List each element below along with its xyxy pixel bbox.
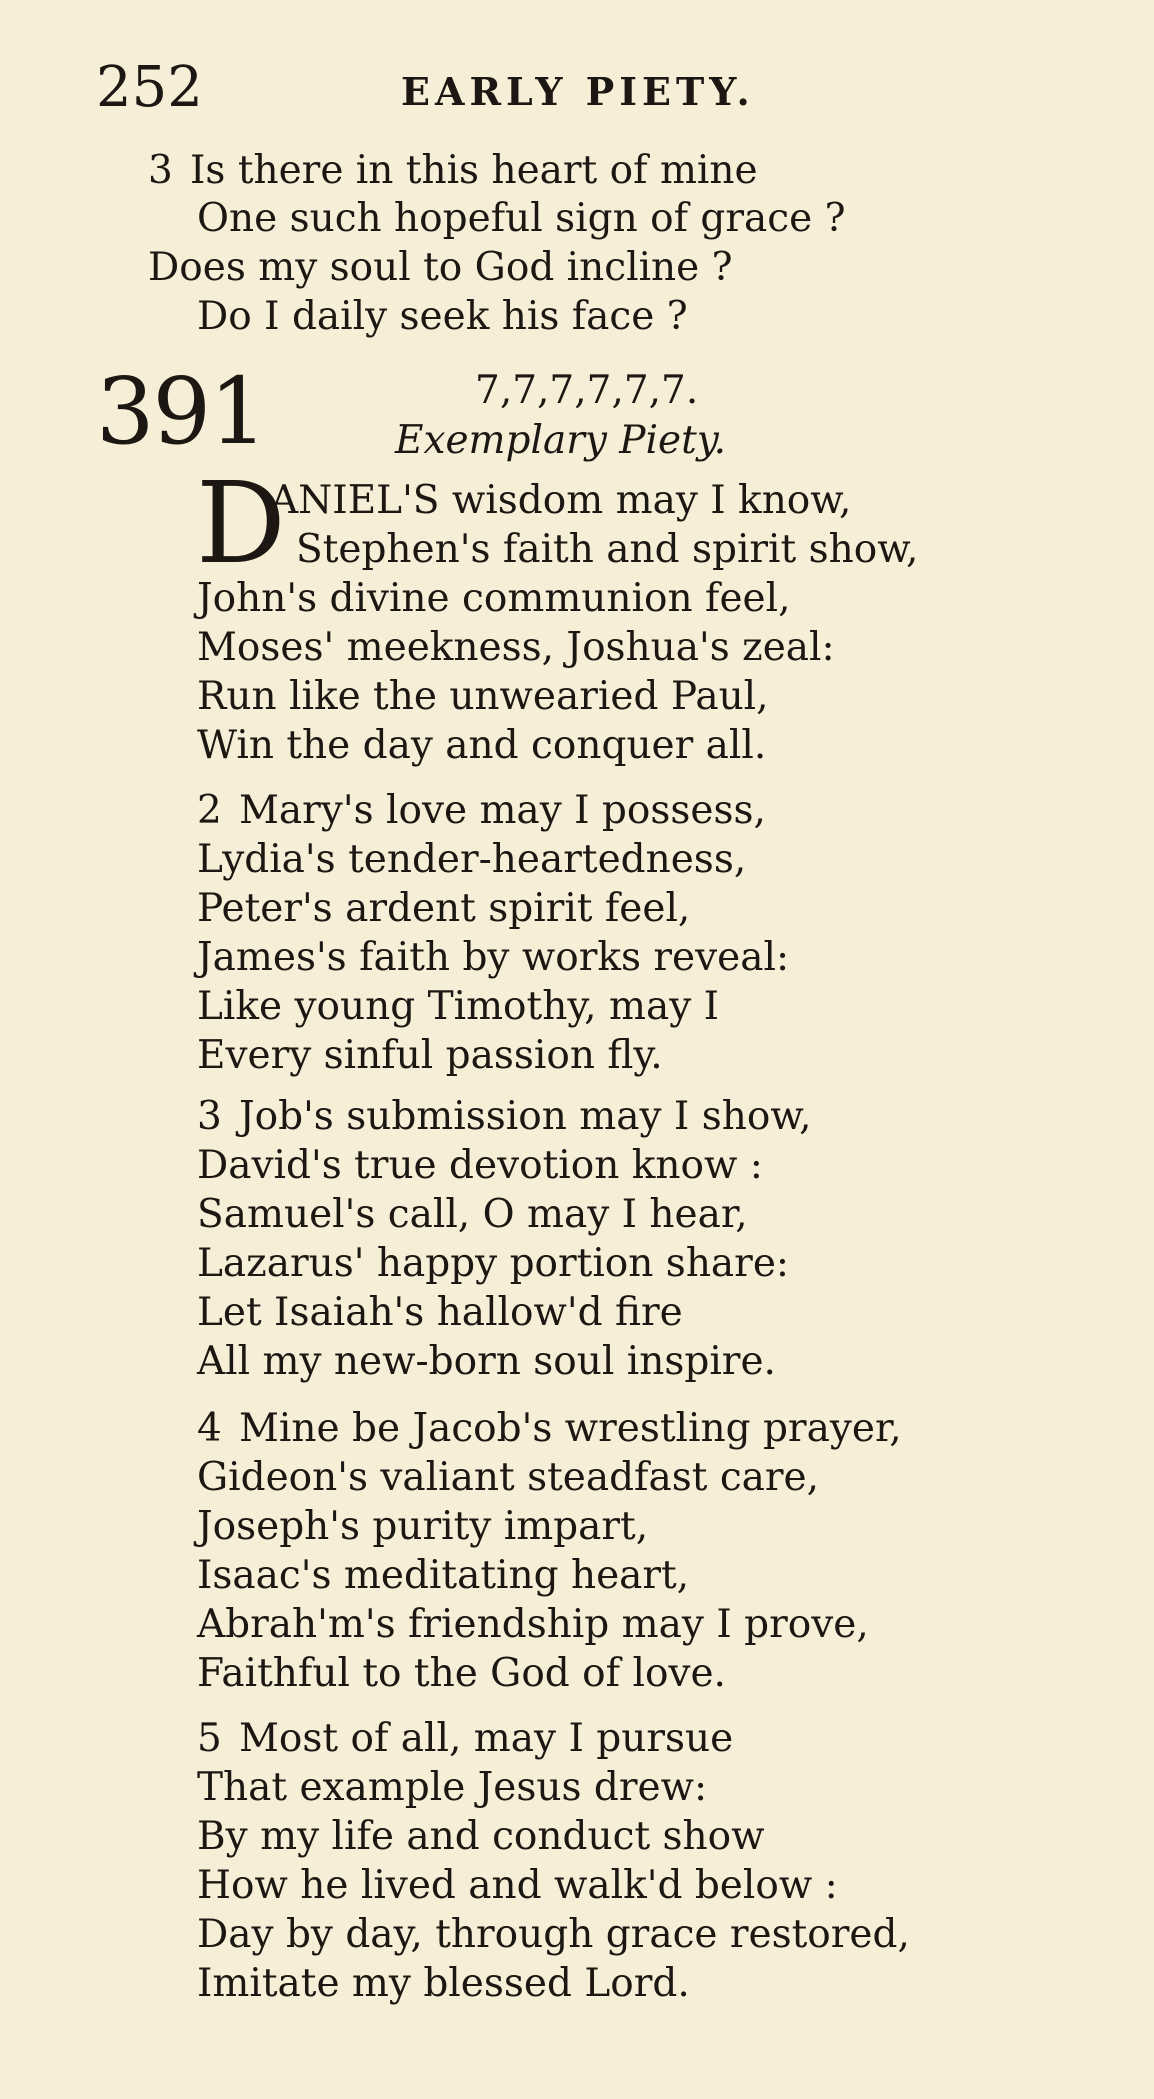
stanza-5-line-2: That example Jesus drew:: [197, 1765, 708, 1810]
stanza-1-line-1: ANIEL'S wisdom may I know,: [270, 478, 852, 523]
stanza-1-line-3: John's divine communion feel,: [197, 576, 791, 621]
stanza-3-line-5: Let Isaiah's hallow'd fire: [197, 1290, 683, 1335]
stanza-4-number: 4: [197, 1406, 222, 1451]
stanza-3-number: 3: [197, 1094, 222, 1139]
stanza-5-line-5: Day by day, through grace restored,: [197, 1912, 910, 1957]
prev-stanza-line-3: Does my soul to God incline ?: [148, 245, 733, 290]
hymn-meter: 7,7,7,7,7,7.: [475, 368, 699, 413]
stanza-1-line-5: Run like the unwearied Paul,: [197, 674, 769, 719]
stanza-4-line-2: Gideon's valiant steadfast care,: [197, 1455, 820, 1500]
stanza-5-number: 5: [197, 1716, 222, 1761]
prev-stanza-line-2: One such hopeful sign of grace ?: [197, 196, 846, 241]
stanza-3-line-4: Lazarus' happy portion share:: [197, 1241, 790, 1286]
prev-stanza-line-1: 3 Is there in this heart of mine: [148, 148, 758, 193]
stanza-3-line-3: Samuel's call, O may I hear,: [197, 1192, 748, 1237]
running-head: EARLY PIETY.: [401, 69, 755, 114]
stanza-3-line-2: David's true devotion know :: [197, 1143, 763, 1188]
stanza-2-line-2: Lydia's tender-heartedness,: [197, 837, 747, 882]
stanza-2-line-1: 2 Mary's love may I possess,: [197, 788, 766, 833]
drop-cap: D: [196, 459, 286, 589]
stanza-5-line-3: By my life and conduct show: [197, 1814, 765, 1859]
stanza-5-line-4: How he lived and walk'd below :: [197, 1863, 838, 1908]
page-number: 252: [96, 55, 203, 120]
stanza-1-line-4: Moses' meekness, Joshua's zeal:: [197, 625, 835, 670]
stanza-2-number: 2: [197, 788, 222, 833]
stanza-3-line-6: All my new-born soul inspire.: [197, 1339, 776, 1384]
prev-stanza-line-4: Do I daily seek his face ?: [197, 294, 688, 339]
hymn-title: Exemplary Piety.: [395, 418, 727, 463]
stanza-4-line-3: Joseph's purity impart,: [197, 1504, 649, 1549]
stanza-4-line-1: 4 Mine be Jacob's wrestling prayer,: [197, 1406, 902, 1451]
stanza-3-line-1: 3 Job's submission may I show,: [197, 1094, 812, 1139]
stanza-2-line-3: Peter's ardent spirit feel,: [197, 886, 691, 931]
stanza-4-line-6: Faithful to the God of love.: [197, 1651, 726, 1696]
stanza-2-line-6: Every sinful passion fly.: [197, 1033, 663, 1078]
stanza-1-line-6: Win the day and conquer all.: [197, 723, 767, 768]
stanza-5-line-1: 5 Most of all, may I pursue: [197, 1716, 734, 1761]
hymn-number: 391: [96, 358, 266, 465]
stanza-4-line-5: Abrah'm's friendship may I prove,: [197, 1602, 869, 1647]
stanza-2-line-5: Like young Timothy, may I: [197, 984, 720, 1029]
stanza-5-line-6: Imitate my blessed Lord.: [197, 1961, 690, 2006]
stanza-2-line-4: James's faith by works reveal:: [197, 935, 790, 980]
prev-stanza-number: 3: [148, 148, 173, 193]
stanza-4-line-4: Isaac's meditating heart,: [197, 1553, 690, 1598]
page-header: [96, 55, 1094, 120]
stanza-1-line-2: Stephen's faith and spirit show,: [296, 527, 919, 572]
